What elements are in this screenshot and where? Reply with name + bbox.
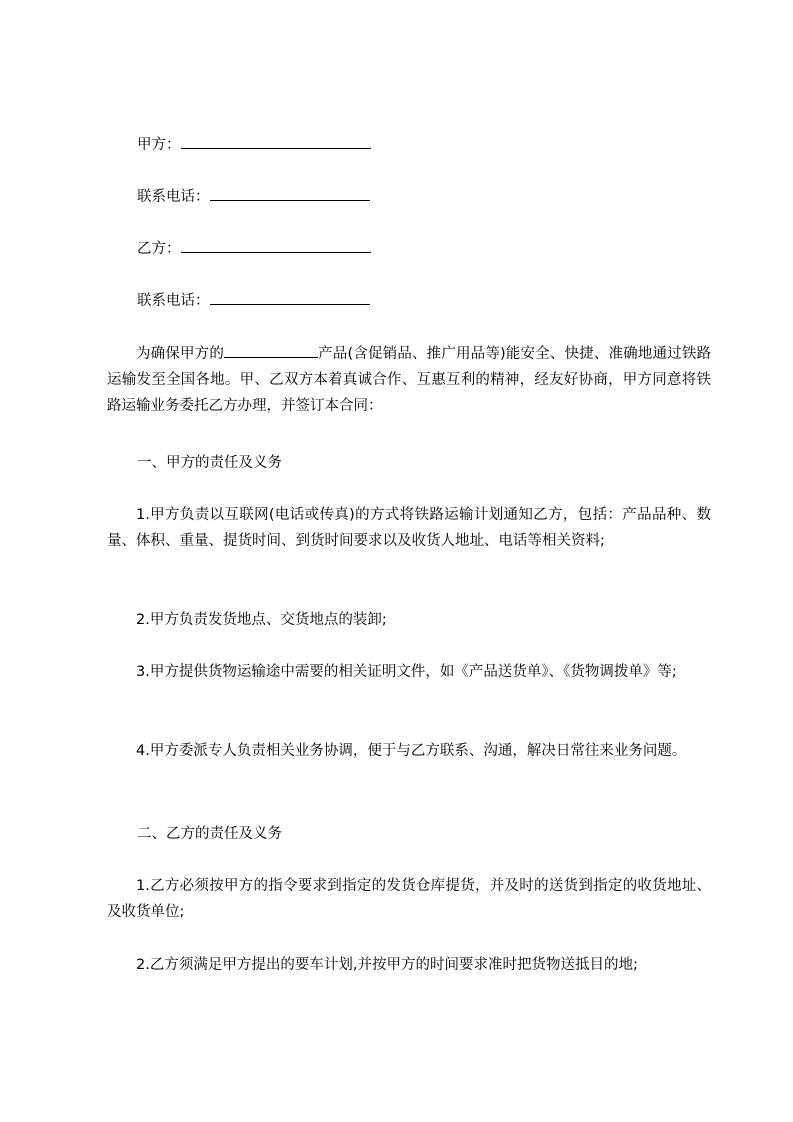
section2-heading: 二、乙方的责任及义务 bbox=[137, 826, 282, 842]
party-a-field bbox=[137, 134, 371, 154]
party-b-label: 乙方： bbox=[137, 241, 181, 257]
party-b-phone-blank bbox=[210, 290, 370, 305]
intro-before-blank: 为确保甲方的 bbox=[136, 346, 225, 362]
section2-item-2: 2.乙方须满足甲方提出的要车计划,并按甲方的时间要求准时把货物送抵目的地; bbox=[136, 957, 638, 973]
intro-paragraph bbox=[107, 341, 711, 419]
product-blank bbox=[224, 343, 318, 358]
section2-item-1: 1.乙方必须按甲方的指令要求到指定的发货仓库提货，并及时的送货到指定的收货地址、及收货单位; bbox=[107, 878, 711, 920]
section1-item-3: 3.甲方提供货物运输途中需要的相关证明文件，如《产品送货单》、《货物调拨单》等; bbox=[136, 664, 677, 680]
party-a-blank bbox=[181, 134, 371, 149]
section1-heading: 一、甲方的责任及义务 bbox=[137, 455, 282, 471]
party-a-label: 甲方： bbox=[137, 137, 181, 153]
party-a-phone-label: 联系电话： bbox=[137, 189, 210, 205]
party-b-phone-field bbox=[137, 290, 370, 310]
party-b-field bbox=[137, 238, 371, 258]
party-b-blank bbox=[181, 238, 371, 253]
party-a-phone-field bbox=[137, 186, 370, 206]
party-b-phone-label: 联系电话： bbox=[137, 293, 210, 309]
section1-item-1: 1.甲方负责以互联网(电话或传真)的方式将铁路运输计划通知乙方，包括：产品品种、数量、体积、重量、提货时间、到货时间要求以及收货人地址、电话等相关资料; bbox=[107, 507, 711, 549]
intro-after-blank: 产品(含促销品、推广用品等)能安全、快捷、准确地通过铁路运输发至全国各地。甲、乙双方本着真诚合作、互惠互利的精神，经友好协商，甲方同意将铁路运输业务委托乙方办理，并签订本合同： bbox=[107, 346, 712, 414]
party-a-phone-blank bbox=[210, 186, 370, 201]
section1-item-2: 2.甲方负责发货地点、交货地点的装卸; bbox=[136, 612, 387, 628]
section1-item-4: 4.甲方委派专人负责相关业务协调，便于与乙方联系、沟通，解决日常往来业务问题。 bbox=[136, 743, 687, 759]
